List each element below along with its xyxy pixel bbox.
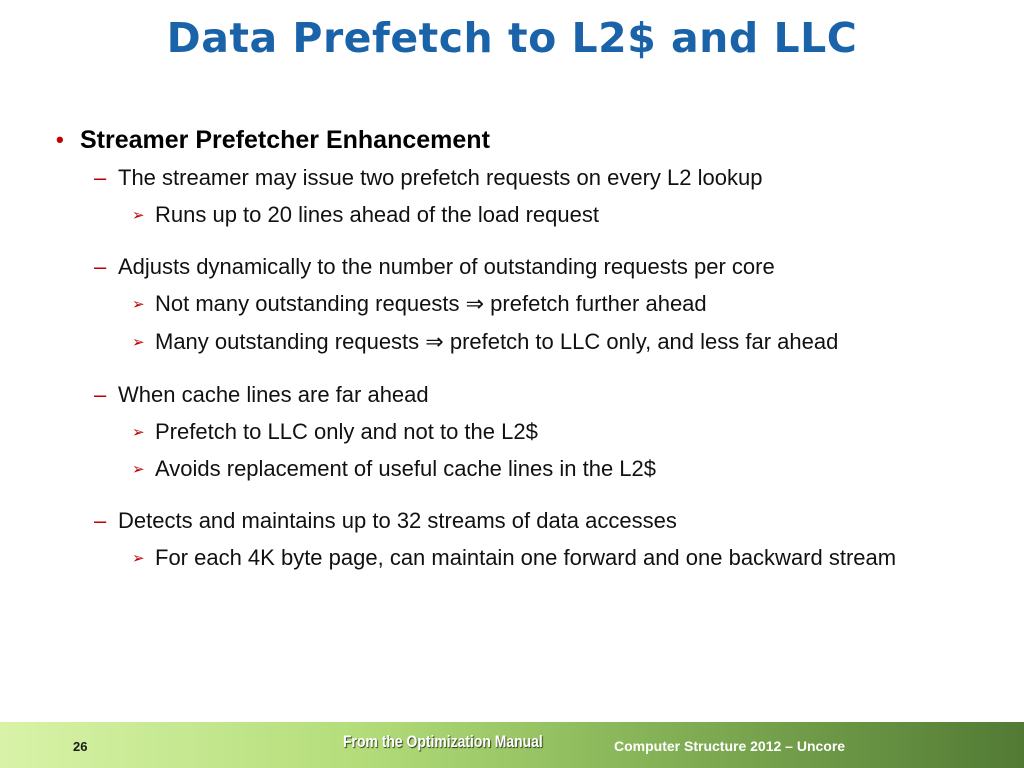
sub-sub-bullet bbox=[0, 456, 1000, 482]
sub-bullet bbox=[0, 508, 1000, 534]
arrow-bullet-icon: ➢ bbox=[132, 334, 145, 351]
sub-sub-bullet-text: Avoids replacement of useful cache lines in the L2$ bbox=[155, 456, 657, 481]
bullet-level1 bbox=[0, 124, 1000, 156]
arrow-bullet-icon: ➢ bbox=[132, 207, 145, 224]
sub-sub-bullet bbox=[0, 202, 1000, 228]
sub-sub-bullet bbox=[0, 329, 1000, 356]
dash-icon: – bbox=[94, 382, 107, 407]
arrow-bullet-icon: ➢ bbox=[132, 461, 145, 478]
implies-arrow-icon: ⇒ bbox=[465, 292, 485, 317]
dash-icon: – bbox=[94, 254, 107, 279]
arrow-bullet-icon: ➢ bbox=[132, 296, 145, 313]
arrow-bullet-icon: ➢ bbox=[132, 550, 145, 567]
sub-sub-bullet bbox=[0, 291, 1000, 318]
sub-bullet-text: Detects and maintains up to 32 streams of data accesses bbox=[118, 508, 677, 533]
slide-footer bbox=[0, 722, 1024, 768]
bullet-dot-icon: • bbox=[56, 127, 64, 152]
sub-sub-bullet-text-start: Not many outstanding requests bbox=[155, 291, 466, 316]
page-number: 26 bbox=[73, 739, 88, 754]
sub-sub-bullet-text: Runs up to 20 lines ahead of the load request bbox=[155, 202, 599, 227]
sub-bullet bbox=[0, 254, 1000, 280]
sub-sub-bullet-text-start: Many outstanding requests bbox=[155, 329, 426, 354]
footer-source-note: From the Optimization Manual bbox=[343, 732, 543, 751]
bullet-text: Streamer Prefetcher Enhancement bbox=[80, 126, 490, 154]
sub-bullet-text: The streamer may issue two prefetch requests on every L2 lookup bbox=[118, 165, 763, 190]
implies-arrow-icon: ⇒ bbox=[425, 330, 444, 355]
sub-sub-bullet bbox=[0, 545, 1000, 571]
sub-bullet-text: When cache lines are far ahead bbox=[118, 382, 429, 407]
sub-sub-bullet-text: Prefetch to LLC only and not to the L2$ bbox=[155, 419, 538, 444]
sub-bullet bbox=[0, 165, 1000, 191]
sub-sub-bullet-text-end: prefetch to LLC only, and less far ahead bbox=[443, 329, 839, 354]
slide-title: Data Prefetch to L2$ and LLC bbox=[166, 14, 858, 62]
dash-icon: – bbox=[94, 165, 107, 190]
slide-content bbox=[0, 124, 1000, 582]
sub-bullet-text: Adjusts dynamically to the number of outstanding requests per core bbox=[118, 254, 775, 279]
footer-course-title: Computer Structure 2012 – Uncore bbox=[614, 738, 846, 754]
dash-icon: – bbox=[94, 508, 107, 533]
sub-bullet bbox=[0, 382, 1000, 408]
arrow-bullet-icon: ➢ bbox=[132, 424, 145, 441]
sub-sub-bullet-text-end: prefetch further ahead bbox=[484, 291, 707, 316]
sub-sub-bullet bbox=[0, 419, 1000, 445]
sub-sub-bullet-text: For each 4K byte page, can maintain one forward and one backward stream bbox=[155, 545, 897, 570]
